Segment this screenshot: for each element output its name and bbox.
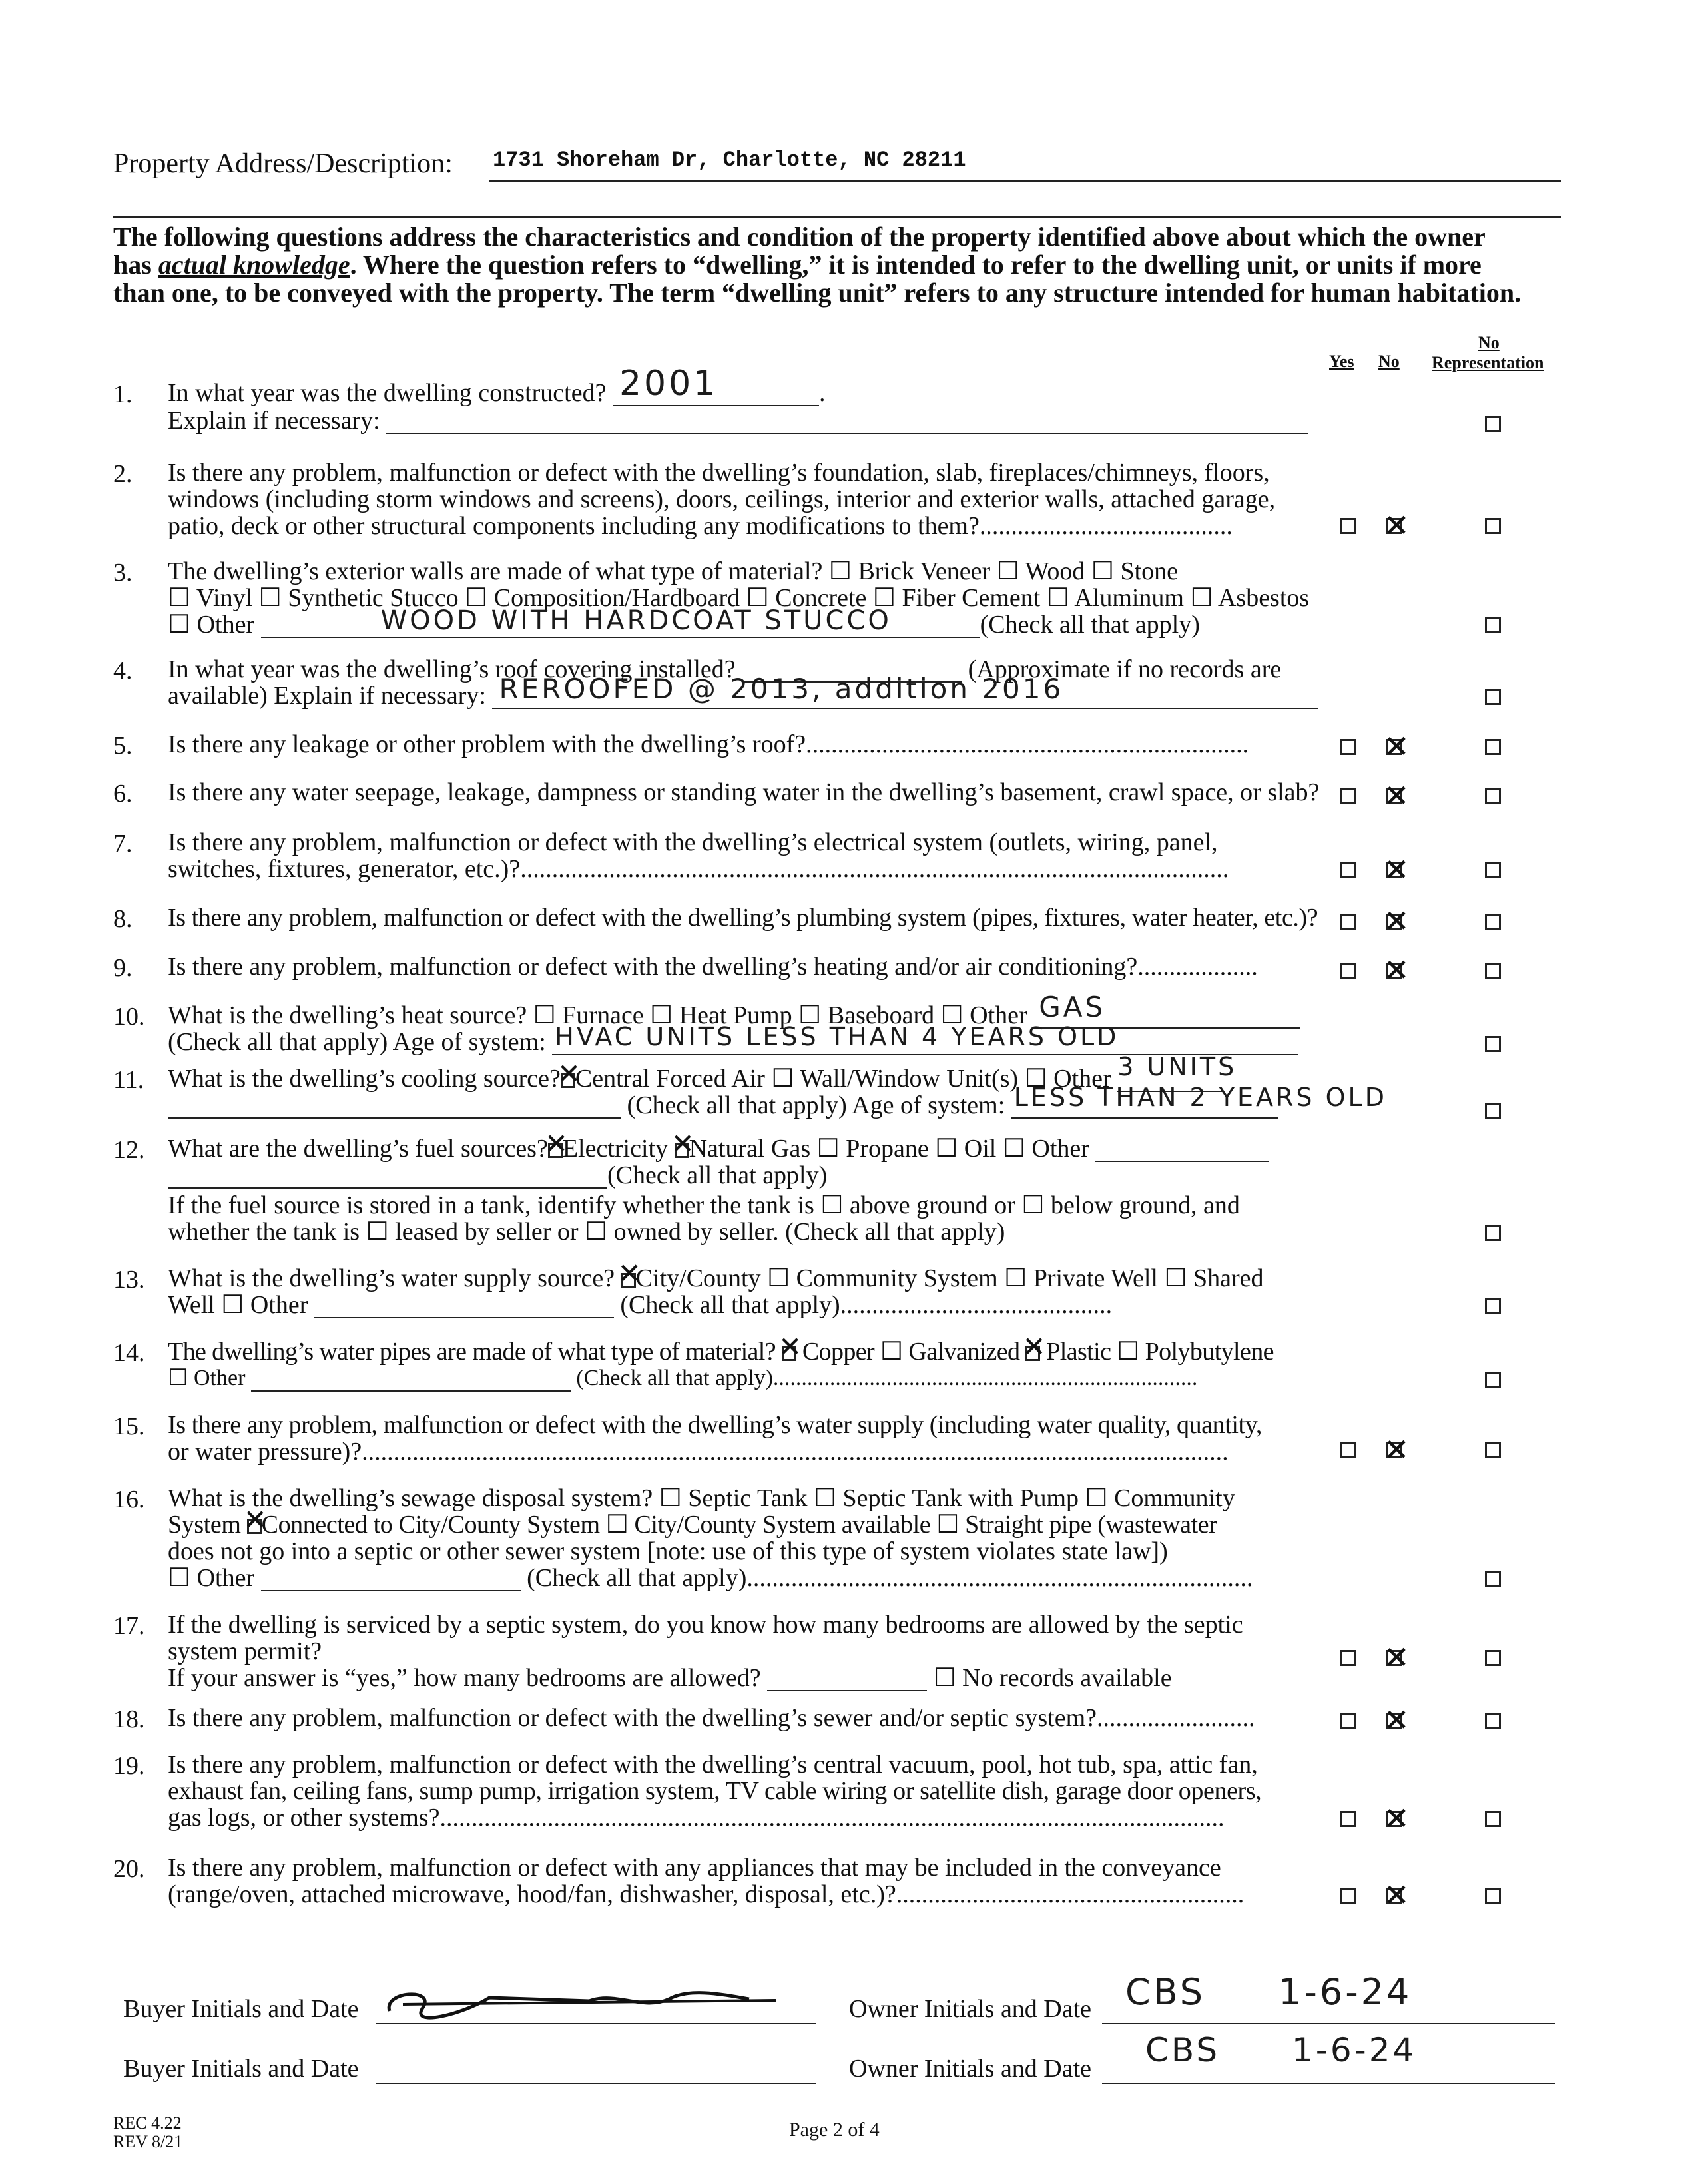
col-yes: Yes — [1329, 352, 1354, 371]
q18-line-1: Is there any problem, malfunction or defect with the dwelling’s sewer and/or septic system?......................... — [168, 1705, 1255, 1731]
q8-norep-checkbox[interactable] — [1485, 914, 1501, 930]
owner-date-2: 1-6-24 — [1292, 2031, 1417, 2069]
q7-line-2: switches, fixtures, generator, etc.)?................................................................................................................ — [168, 856, 1229, 882]
q6-line-1: Is there any water seepage, leakage, dampness or standing water in the dwelling’s basement, crawl space, or slab? — [168, 778, 1320, 806]
q7-line-1: Is there any problem, malfunction or defect with the dwelling’s electrical system (outlets, wiring, panel, — [168, 828, 1218, 856]
q13-norep-checkbox[interactable] — [1485, 1298, 1501, 1314]
q15-yes-checkbox[interactable] — [1340, 1442, 1356, 1458]
q5-norep-checkbox[interactable] — [1485, 739, 1501, 755]
q14-line-1: The dwelling’s water pipes are made of what type of material? ✕ Copper ☐ Galvanized ✕ Plastic ☐ Polybutylene — [168, 1338, 1274, 1365]
q16-line-1: What is the dwelling’s sewage disposal system? ☐ Septic Tank ☐ Septic Tank with Pump ☐ Community — [168, 1484, 1235, 1512]
q11-line-2: (Check all that apply) Age of system: LESS THAN 2 YEARS OLD — [168, 1092, 1278, 1119]
q6-number: 6. — [113, 780, 133, 808]
q19-norep-checkbox[interactable] — [1485, 1811, 1501, 1827]
q1-answer: 2001 — [619, 364, 718, 404]
q14-plastic-checkbox[interactable] — [1025, 1346, 1040, 1361]
q12-electricity-checkbox[interactable] — [548, 1143, 563, 1158]
q9-norep-checkbox[interactable] — [1485, 963, 1501, 979]
address-label: Property Address/Description: — [113, 148, 453, 179]
q7-norep-checkbox[interactable] — [1485, 862, 1501, 878]
q2-norep-checkbox[interactable] — [1485, 518, 1501, 534]
q14-norep-checkbox[interactable] — [1485, 1372, 1501, 1388]
q10-answer-2: HVAC UNITS LESS THAN 4 YEARS OLD — [555, 1022, 1119, 1051]
q8-number: 8. — [113, 905, 133, 933]
q1-number: 1. — [113, 380, 133, 408]
q20-yes-checkbox[interactable] — [1340, 1888, 1356, 1904]
q19-number: 19. — [113, 1752, 145, 1780]
owner-date-1: 1-6-24 — [1278, 1971, 1412, 2013]
q17-line-2: system permit? — [168, 1637, 322, 1665]
q10-line-1: What is the dwelling’s heat source? ☐ Furnace ☐ Heat Pump ☐ Baseboard ☐ Other GAS — [168, 1002, 1300, 1029]
q14-copper-checkbox[interactable] — [782, 1346, 796, 1361]
q19-no-mark: ✕ — [1384, 1800, 1410, 1836]
q19-line-2: exhaust fan, ceiling fans, sump pump, irrigation system, TV cable wiring or satellite dish, garage door openers, — [168, 1777, 1262, 1805]
q10-answer-1: GAS — [1039, 991, 1106, 1023]
owner-initials-1: CBS — [1125, 1971, 1206, 2013]
q2-line-3: patio, deck or other structural components including any modifications to them?........................................ — [168, 513, 1233, 539]
q9-line-1: Is there any problem, malfunction or defect with the dwelling’s heating and/or air conditioning?................... — [168, 954, 1258, 980]
owner-initials-line-2[interactable] — [1102, 2083, 1555, 2084]
q5-no-mark: ✕ — [1384, 728, 1410, 764]
q19-yes-checkbox[interactable] — [1340, 1811, 1356, 1827]
q2-no-mark: ✕ — [1384, 507, 1410, 543]
q15-norep-checkbox[interactable] — [1485, 1442, 1501, 1458]
address-underline — [489, 180, 1561, 182]
q15-number: 15. — [113, 1412, 145, 1440]
q20-norep-checkbox[interactable] — [1485, 1888, 1501, 1904]
q16-line-3: does not go into a septic or other sewer system [note: use of this type of system violates state law]) — [168, 1537, 1168, 1565]
q15-line-2: or water pressure)?......................................................................................................................................... — [168, 1438, 1229, 1465]
q8-no-mark: ✕ — [1384, 903, 1410, 939]
q8-line-1: Is there any problem, malfunction or defect with the dwelling’s plumbing system (pipes, fixtures, water heater, etc.)? — [168, 904, 1318, 932]
q3-line-1: The dwelling’s exterior walls are made of what type of material? ☐ Brick Veneer ☐ Wood ☐ Stone — [168, 557, 1179, 585]
q20-line-1: Is there any problem, malfunction or defect with any appliances that may be included in the conveyance — [168, 1854, 1221, 1882]
col-norep-1: No — [1478, 333, 1500, 352]
q16-norep-checkbox[interactable] — [1485, 1571, 1501, 1587]
q12-number: 12. — [113, 1136, 145, 1164]
q18-number: 18. — [113, 1705, 145, 1733]
q3-norep-checkbox[interactable] — [1485, 617, 1501, 633]
q9-yes-checkbox[interactable] — [1340, 963, 1356, 979]
q8-yes-checkbox[interactable] — [1340, 914, 1356, 930]
q7-no-mark: ✕ — [1384, 852, 1410, 888]
q17-number: 17. — [113, 1612, 145, 1640]
q18-no-mark: ✕ — [1384, 1702, 1410, 1738]
q11-norep-checkbox[interactable] — [1485, 1103, 1501, 1119]
q4-answer: REROOFED @ 2013, addition 2016 — [499, 673, 1064, 705]
q7-yes-checkbox[interactable] — [1340, 862, 1356, 878]
q13-line-2: Well ☐ Other (Check all that apply)........................................... — [168, 1292, 1113, 1318]
q20-no-mark: ✕ — [1384, 1877, 1410, 1913]
q18-yes-checkbox[interactable] — [1340, 1713, 1356, 1729]
owner-initials-label-1: Owner Initials and Date — [849, 1995, 1092, 2023]
address-value: 1731 Shoreham Dr, Charlotte, NC 28211 — [493, 148, 966, 172]
q14-number: 14. — [113, 1339, 145, 1367]
q5-number: 5. — [113, 732, 133, 760]
q11-central-air-checkbox[interactable] — [561, 1073, 575, 1088]
q4-line-2: available) Explain if necessary: REROOFED @ 2013, addition 2016 — [168, 682, 1318, 709]
owner-initials-2: CBS — [1145, 2031, 1221, 2069]
q13-city-county-checkbox[interactable] — [621, 1273, 636, 1288]
q7-number: 7. — [113, 830, 133, 858]
q11-number: 11. — [113, 1066, 144, 1094]
q17-no-mark: ✕ — [1384, 1639, 1410, 1675]
buyer-initials-label-1: Buyer Initials and Date — [123, 1995, 359, 2023]
q12-line-2: (Check all that apply) — [168, 1162, 827, 1189]
q16-number: 16. — [113, 1486, 145, 1513]
q1-line-1: In what year was the dwelling constructed? 2001 . — [168, 364, 826, 407]
q16-line-4: ☐ Other (Check all that apply)................................................................................ — [168, 1565, 1253, 1591]
q3-answer: WOOD WITH HARDCOAT STUCCO — [380, 605, 892, 636]
q2-number: 2. — [113, 460, 133, 488]
q20-number: 20. — [113, 1855, 145, 1883]
intro-line-2: has actual knowledge. Where the question refers to “dwelling,” it is intended to refer to the dwelling unit, or units if more — [113, 250, 1482, 280]
header-rule — [113, 216, 1561, 218]
q2-yes-checkbox[interactable] — [1340, 518, 1356, 534]
q4-norep-checkbox[interactable] — [1485, 689, 1501, 705]
page-number: Page 2 of 4 — [789, 2119, 880, 2141]
q6-norep-checkbox[interactable] — [1485, 788, 1501, 804]
q1-norep-checkbox[interactable] — [1485, 416, 1501, 432]
q19-line-1: Is there any problem, malfunction or defect with the dwelling’s central vacuum, pool, hot tub, spa, attic fan, — [168, 1751, 1258, 1778]
q11-answer-1: 3 UNITS — [1117, 1052, 1237, 1081]
intro-paragraph — [113, 223, 1571, 307]
q4-line-1: In what year was the dwelling’s roof covering installed? (Approximate if no records are — [168, 655, 1282, 683]
q10-line-2: (Check all that apply) Age of system: HVAC UNITS LESS THAN 4 YEARS OLD — [168, 1029, 1298, 1055]
q13-number: 13. — [113, 1266, 145, 1294]
q12-line-3: If the fuel source is stored in a tank, identify whether the tank is ☐ above ground or ☐ below ground, and — [168, 1191, 1240, 1219]
q2-line-2: windows (including storm windows and screens), doors, ceilings, interior and exterior walls, attached garage, — [168, 485, 1276, 513]
buyer-initials-line-2[interactable] — [376, 2083, 816, 2084]
q12-line-4: whether the tank is ☐ leased by seller or ☐ owned by seller. (Check all that apply) — [168, 1218, 1005, 1246]
q17-line-1: If the dwelling is serviced by a septic system, do you know how many bedrooms are allowed by the septic — [168, 1611, 1243, 1639]
q3-line-3: ☐ Other WOOD WITH HARDCOAT STUCCO (Check all that apply) — [168, 605, 1200, 639]
owner-initials-label-2: Owner Initials and Date — [849, 2055, 1092, 2083]
q11-line-1: What is the dwelling’s cooling source?✕ Central Forced Air ☐ Wall/Window Unit(s) ☐ Other 3 UNITS — [168, 1065, 1224, 1092]
q15-line-1: Is there any problem, malfunction or defect with the dwelling’s water supply (including water quality, quantity, — [168, 1411, 1262, 1439]
q3-line-2: ☐ Vinyl ☐ Synthetic Stucco ☐ Composition/Hardboard ☐ Concrete ☐ Fiber Cement ☐ Aluminum ☐ Asbestos — [168, 584, 1310, 612]
q16-line-2: System ✕ Connected to City/County System ☐ City/County System available ☐ Straight pipe (wastewater — [168, 1511, 1217, 1538]
q17-line-3: If your answer is “yes,” how many bedrooms are allowed? ☐ No records available — [168, 1664, 1172, 1692]
q12-natural-gas-checkbox[interactable] — [675, 1143, 689, 1158]
q19-line-3: gas logs, or other systems?............................................................................................................................ — [168, 1804, 1225, 1831]
q6-no-mark: ✕ — [1384, 778, 1410, 814]
q11-answer-2: LESS THAN 2 YEARS OLD — [1013, 1083, 1387, 1112]
q14-line-2: ☐ Other (Check all that apply)........................................................................... — [168, 1366, 1198, 1390]
q17-norep-checkbox[interactable] — [1485, 1650, 1501, 1666]
intro-line-3: than one, to be conveyed with the property. The term “dwelling unit” refers to any structure intended for human habitation. — [113, 278, 1522, 308]
q9-no-mark: ✕ — [1384, 952, 1410, 988]
q12-norep-checkbox[interactable] — [1485, 1225, 1501, 1241]
q4-number: 4. — [113, 657, 133, 684]
q20-line-2: (range/oven, attached microwave, hood/fan, dishwasher, disposal, etc.)?....................................................... — [168, 1881, 1245, 1908]
q3-number: 3. — [113, 559, 133, 587]
q13-line-1: What is the dwelling’s water supply source? ✕ City/County ☐ Community System ☐ Private Well ☐ Shared — [168, 1265, 1264, 1292]
col-norep-2: Representation — [1432, 353, 1544, 372]
q5-line-1: Is there any leakage or other problem with the dwelling’s roof?...................................................................... — [168, 731, 1249, 758]
q1-line-2: Explain if necessary: — [168, 408, 1308, 434]
intro-emphasis: actual knowledge — [158, 250, 350, 280]
col-no: No — [1378, 352, 1400, 371]
q17-yes-checkbox[interactable] — [1340, 1650, 1356, 1666]
q10-number: 10. — [113, 1003, 145, 1031]
intro-line-1: The following questions address the characteristics and condition of the property identified above about which the owner — [113, 222, 1486, 252]
q18-norep-checkbox[interactable] — [1485, 1713, 1501, 1729]
q2-line-1: Is there any problem, malfunction or defect with the dwelling’s foundation, slab, fireplaces/chimneys, floors, — [168, 459, 1270, 487]
q12-line-1: What are the dwelling’s fuel sources?✕ Electricity ✕ Natural Gas ☐ Propane ☐ Oil ☐ Other — [168, 1135, 1269, 1162]
q16-city-county-checkbox[interactable] — [247, 1519, 262, 1534]
q6-yes-checkbox[interactable] — [1340, 788, 1356, 804]
q10-norep-checkbox[interactable] — [1485, 1036, 1501, 1052]
buyer-initials-label-2: Buyer Initials and Date — [123, 2055, 359, 2083]
form-number: REC 4.22 REV 8/21 — [113, 2113, 183, 2151]
buyer-scribble — [376, 1984, 789, 2024]
q9-number: 9. — [113, 954, 133, 982]
q5-yes-checkbox[interactable] — [1340, 739, 1356, 755]
q15-no-mark: ✕ — [1384, 1432, 1410, 1468]
owner-initials-line-1[interactable] — [1102, 2023, 1555, 2024]
